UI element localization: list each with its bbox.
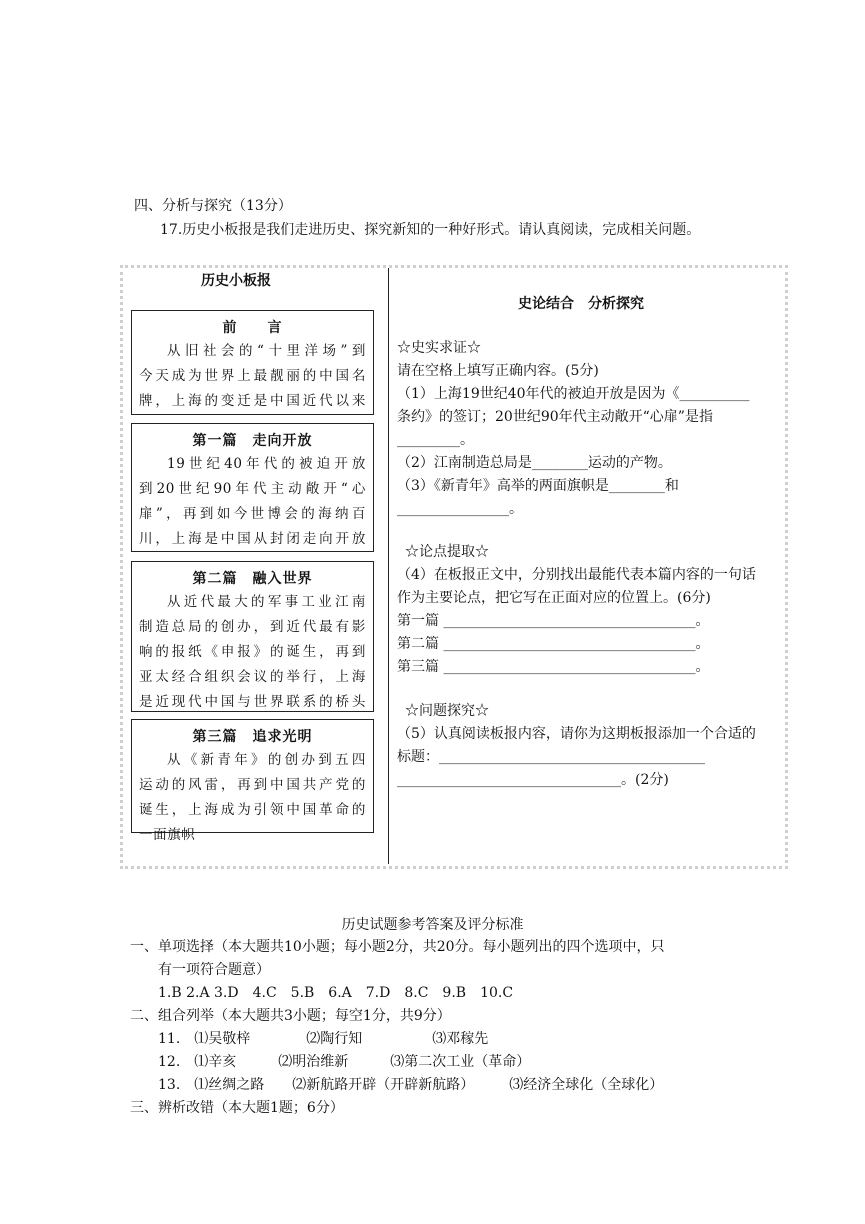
answer-line: 一、单项选择（本大题共10小题；每小题2分，共20分。每小题列出的四个选项中，只 <box>130 939 665 955</box>
part3-line: 诞生，上海成为引领中国革命的 <box>139 802 366 818</box>
answer-line: 1.B 2.A 3.D 4.C 5.B 6.A 7.D 8.C 9.B 10.C <box>130 985 514 1001</box>
part1-title: 第一篇 走向开放 <box>192 433 313 449</box>
facts-line: （3）《新青年》高举的两面旗帜是________和 <box>397 478 679 494</box>
part3-line: 从《新青年》的创办到五四 <box>167 752 366 768</box>
inquiry-section <box>397 700 781 792</box>
points-line: （4）在板报正文中，分别找出最能代表本篇内容的一句话 <box>397 567 756 583</box>
inquiry-line: （5）认真阅读板报内容，请你为这期板报添加一个合适的 <box>397 726 756 742</box>
part1-line: 扉”，再到如今世博会的海纳百 <box>139 506 366 522</box>
part2-line: 亚太经合组织会议的举行，上海 <box>139 669 366 685</box>
part3-title: 第三篇 追求光明 <box>192 729 313 745</box>
board-left-title: 历史小板报 <box>201 273 271 289</box>
facts-line: 请在空格上填写正确内容。(5分) <box>397 363 599 379</box>
inquiry-heading: ☆问题探究☆ <box>405 703 489 719</box>
part3-line: 一面旗帜 <box>139 827 196 843</box>
points-line: 作为主要论点，把它写在正面对应的位置上。(6分) <box>397 590 711 606</box>
answer-line: 13. ⑴丝绸之路 ⑵新航路开辟（开辟新航路） ⑶经济全球化（全球化） <box>130 1077 664 1093</box>
facts-line: ________________。 <box>397 501 523 517</box>
points-answer-line-1: 第一篇 ____________________________________。 <box>397 613 710 629</box>
part2-line: 制造总局的创办，到近代最有影 <box>139 619 366 635</box>
preface-line: 今天成为世界上最靓丽的中国名 <box>139 368 366 384</box>
answers-title: 历史试题参考答案及评分标准 <box>341 917 524 933</box>
section-heading: 四、分析与探究（13分） <box>134 198 292 214</box>
answer-line: 二、组合列举（本大题共3小题；每空1分，共9分） <box>130 1008 451 1024</box>
facts-line: _________。 <box>397 432 474 448</box>
board-divider <box>388 268 389 864</box>
points-section <box>397 541 781 679</box>
part2-title: 第二篇 融入世界 <box>192 571 313 587</box>
preface-line: 牌，上海的变迁是中国近代以来 <box>139 393 366 409</box>
answer-line: 11. ⑴吴敬梓 ⑵陶行知 ⑶邓稼先 <box>130 1031 489 1047</box>
part2-line: 从近代最大的军事工业江南 <box>167 594 366 610</box>
preface-line: 从旧社会的“十里洋场”到 <box>167 343 366 359</box>
answer-line: 有一项符合题意） <box>130 962 270 978</box>
inquiry-title-blank: 标题：______________________________________ <box>397 749 705 765</box>
points-heading: ☆论点提取☆ <box>405 544 489 560</box>
answers-body <box>130 936 665 1120</box>
part2-line: 响的报纸《申报》的诞生，再到 <box>139 644 366 660</box>
part2-line: 是近现代中国与世界联系的桥头 <box>139 694 366 710</box>
answer-line: 12. ⑴辛亥 ⑵明治维新 ⑶第二次工业（革命） <box>130 1054 531 1070</box>
facts-section <box>397 337 781 521</box>
facts-line: （2）江南制造总局是________运动的产物。 <box>397 455 672 471</box>
board-right-title: 史论结合 分析探究 <box>518 296 644 312</box>
points-answer-line-2: 第二篇 ____________________________________。 <box>397 636 710 652</box>
answer-line: 三、辨析改错（本大题1题；6分） <box>130 1100 344 1116</box>
part2-box <box>131 561 374 712</box>
inquiry-line: ________________________________。(2分) <box>397 772 669 788</box>
preface-box <box>131 310 374 415</box>
preface-title: 前 言 <box>222 320 283 336</box>
points-answer-line-3: 第三篇 ____________________________________。 <box>397 659 710 675</box>
part1-line: 到20世纪90年代主动敞开“心 <box>139 481 366 497</box>
part1-box <box>131 423 374 552</box>
question-17-intro: 17.历史小板报是我们走进历史、探究新知的一种好形式。请认真阅读，完成相关问题。 <box>160 222 701 238</box>
part1-line: 19世纪40年代的被迫开放 <box>167 456 366 472</box>
part1-line: 川，上海是中国从封闭走向开放 <box>139 531 366 547</box>
facts-line: 条约》的签订；20世纪90年代主动敞开“心扉”是指 <box>397 409 713 425</box>
facts-heading: ☆史实求证☆ <box>397 340 481 356</box>
part3-box <box>131 719 374 843</box>
facts-line: （1）上海19世纪40年代的被迫开放是因为《__________ <box>397 386 750 402</box>
part3-line: 运动的风雷，再到中国共产党的 <box>139 777 366 793</box>
